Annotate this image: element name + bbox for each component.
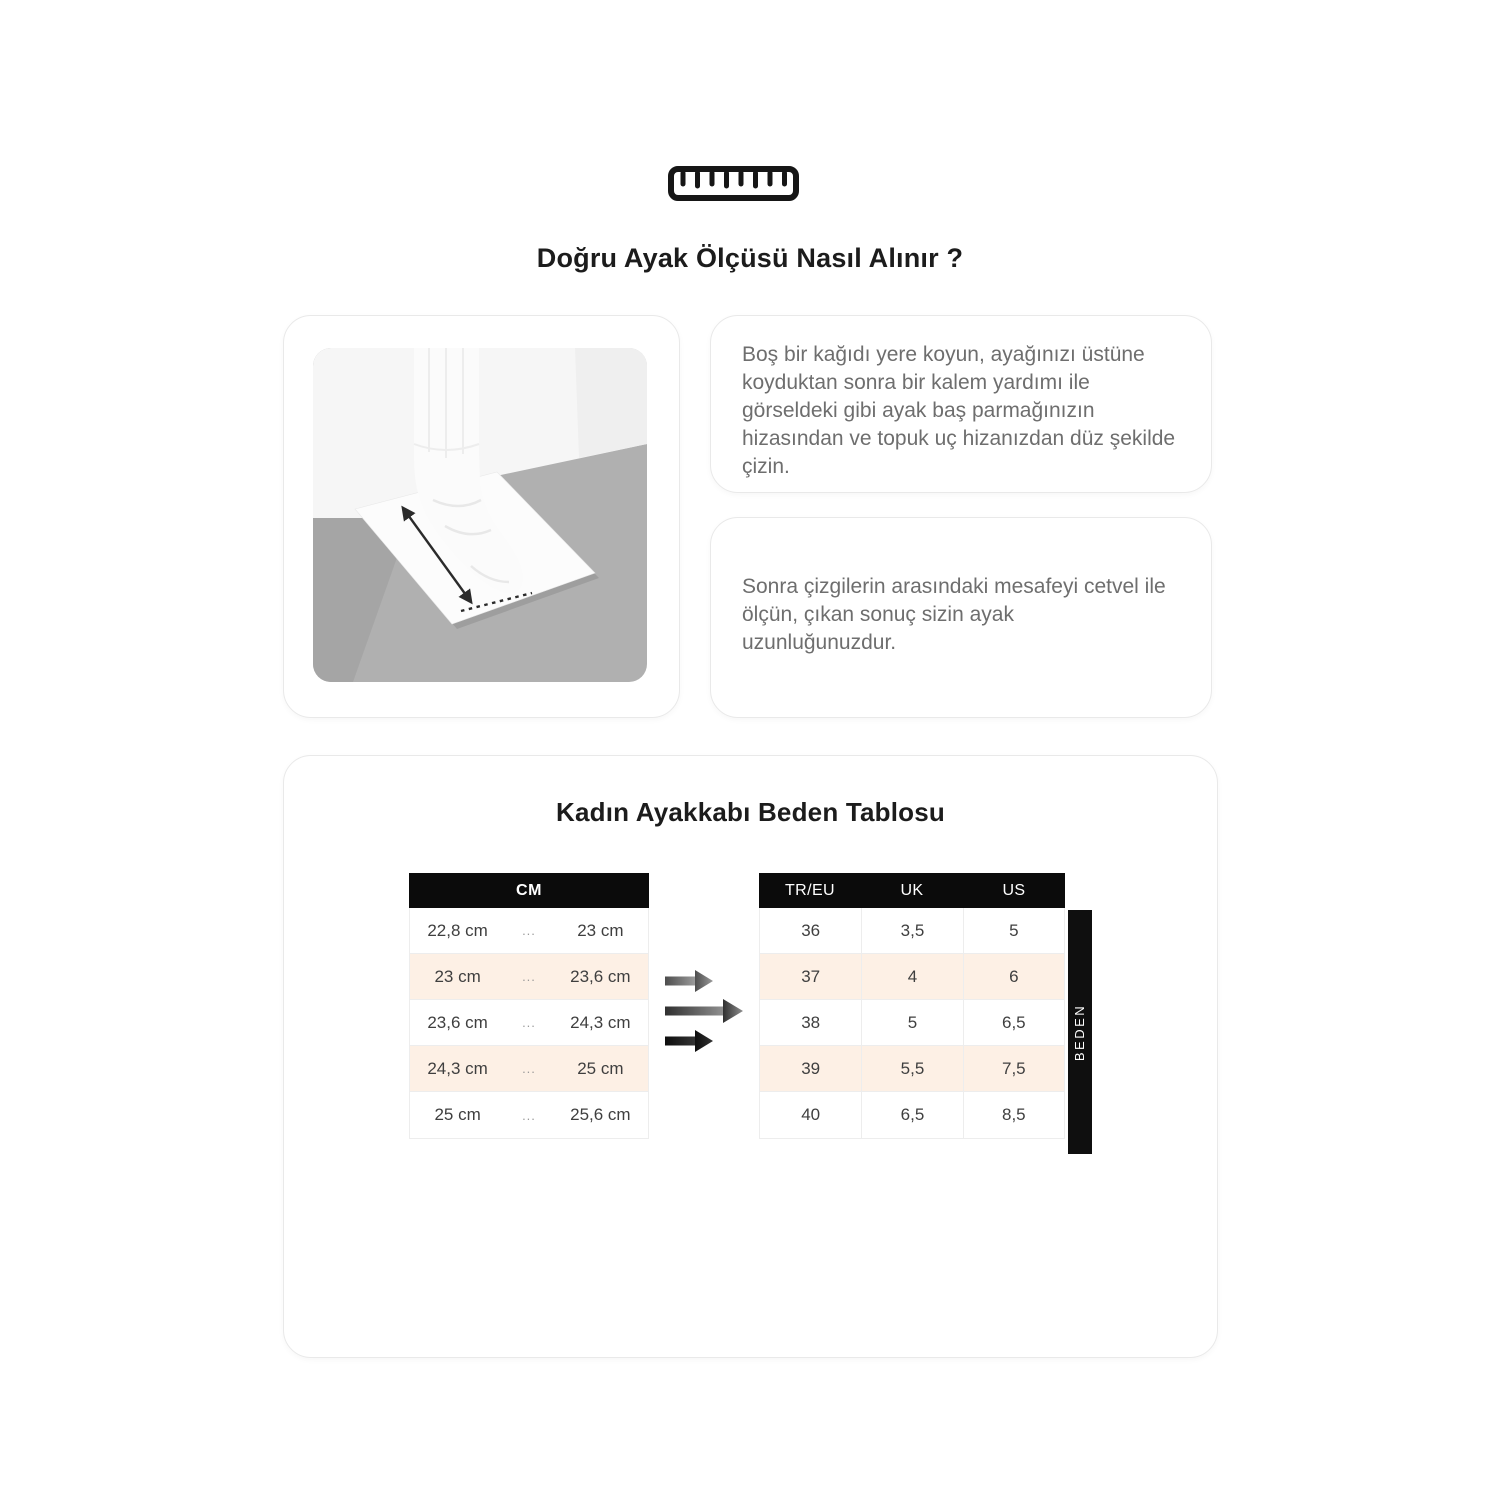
size-cell-tr-eu: 39: [801, 1058, 821, 1078]
foot-on-paper-photo: [313, 348, 647, 682]
cm-separator: ...: [522, 1107, 536, 1123]
size-table-row: [760, 1092, 1064, 1138]
size-table-body: [759, 908, 1065, 1139]
cm-table-row: [410, 1046, 648, 1092]
cm-from: 25 cm: [434, 1105, 481, 1124]
size-cell-us: 8,5: [963, 1092, 1064, 1138]
size-table: [759, 873, 1065, 1139]
cm-table-row: [410, 954, 648, 1000]
cm-separator: ...: [522, 1061, 536, 1076]
cm-to: 23,6 cm: [570, 966, 631, 986]
size-cell-tr-eu: 36: [801, 920, 821, 940]
size-table-row: [760, 1000, 1064, 1046]
cm-table-row: [410, 1000, 648, 1046]
size-cell-us: 5: [963, 908, 1064, 953]
size-cell-us: 6,5: [963, 1000, 1064, 1045]
size-cell-tr-eu: 38: [801, 1012, 821, 1032]
size-table-header-uk: UK: [900, 881, 924, 899]
size-chart-title: Kadın Ayakkabı Beden Tablosu: [556, 797, 945, 827]
size-cell-uk: 5: [861, 1000, 962, 1045]
size-cell-uk: 6,5: [861, 1092, 962, 1138]
cm-table-row: [410, 908, 648, 954]
instruction-text-step2: Sonra çizgilerin arasındaki mesafeyi cetvel ile ölçün, çıkan sonuç sizin ayak uzunluğunuzdur.: [742, 574, 1166, 654]
size-chart-card: [283, 755, 1218, 1358]
cm-to: 23 cm: [577, 920, 624, 940]
cm-table: [409, 873, 649, 1139]
beden-axis-bar: [1068, 910, 1092, 1154]
instruction-card-step2: [710, 517, 1212, 718]
cm-separator: ...: [522, 969, 536, 984]
cm-table-header: CM: [409, 873, 649, 908]
size-table-header-tr-eu: TR/EU: [784, 881, 835, 899]
cm-from: 24,3 cm: [427, 1058, 488, 1078]
size-cell-tr-eu: 40: [801, 1105, 821, 1124]
size-table-row: [760, 908, 1064, 954]
cm-table-body: [409, 908, 649, 1139]
beden-axis-label: BEDEN: [1072, 1003, 1088, 1061]
size-cell-tr-eu: 37: [801, 966, 821, 986]
cm-to: 25 cm: [577, 1058, 624, 1078]
foot-photo-card: [283, 315, 680, 718]
page-title: Doğru Ayak Ölçüsü Nasıl Alınır ?: [536, 243, 964, 273]
mapping-arrows-icon: [665, 966, 745, 1058]
cm-from: 23 cm: [434, 966, 481, 986]
cm-table-row: [410, 1092, 648, 1138]
size-cell-uk: 4: [861, 954, 962, 999]
size-table-header: [759, 873, 1065, 908]
cm-from: 22,8 cm: [427, 920, 488, 940]
cm-separator: ...: [522, 1015, 536, 1030]
size-table-header-us: US: [1002, 881, 1026, 899]
size-cell-uk: 3,5: [861, 908, 962, 953]
size-cell-us: 7,5: [963, 1046, 1064, 1091]
cm-to: 25,6 cm: [570, 1105, 631, 1124]
ruler-icon: [667, 165, 800, 202]
size-cell-uk: 5,5: [861, 1046, 962, 1091]
cm-separator: ...: [522, 923, 536, 938]
size-table-row: [760, 954, 1064, 1000]
size-cell-us: 6: [963, 954, 1064, 999]
cm-from: 23,6 cm: [427, 1012, 488, 1032]
cm-to: 24,3 cm: [570, 1012, 631, 1032]
instruction-card-step1: [710, 315, 1212, 493]
size-table-row: [760, 1046, 1064, 1092]
instruction-text-step1: Boş bir kağıdı yere koyun, ayağınızı üstüne koyduktan sonra bir kalem yardımı ile görseldeki gibi ayak baş parmağınızın hizasından ve topuk uç hizanızdan düz şekilde çizin.: [742, 343, 1176, 478]
